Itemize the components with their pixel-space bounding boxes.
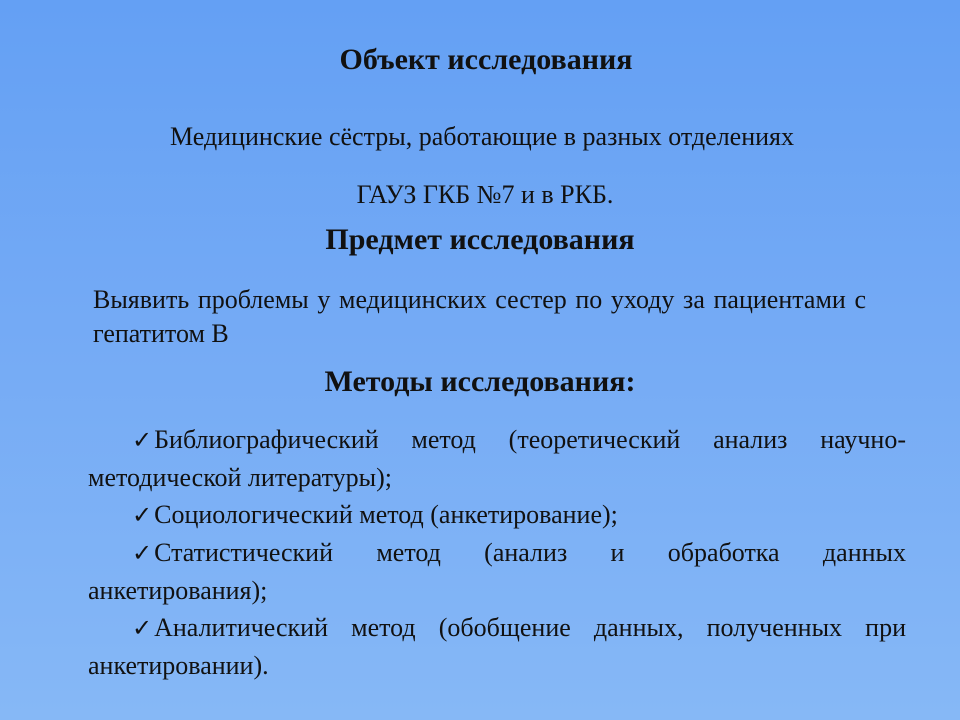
method-item-text: Социологический метод (анкетирование);	[154, 500, 618, 529]
methods-title: Методы исследования:	[324, 365, 636, 398]
checkmark-icon: ✓	[132, 539, 153, 567]
method-item-text: Статистический метод (анализ и обработка данных анкетирования);	[88, 538, 906, 605]
method-item	[88, 421, 906, 496]
object-description: Медицинские сёстры, работающие в разных отделениях	[169, 122, 794, 151]
subject-title: Предмет исследования	[325, 223, 635, 256]
checkmark-icon: ✓	[132, 501, 153, 529]
subject-description: Выявить проблемы у медицинских сестер по уходу за пациентами с гепатитом В	[93, 285, 866, 348]
method-item	[88, 496, 906, 534]
checkmark-icon: ✓	[132, 614, 153, 642]
method-item-text: Аналитический метод (обобщение данных, полученных при анкетировании).	[88, 613, 906, 680]
method-item-text: Библиографический метод (теоретический анализ научно-методической литературы);	[88, 425, 906, 492]
methods-list	[88, 421, 906, 684]
method-item	[88, 609, 906, 684]
object-title: Объект исследования	[339, 43, 633, 76]
object-institution: ГАУЗ ГКБ №7 и в РКБ.	[356, 180, 614, 209]
checkmark-icon: ✓	[132, 426, 153, 454]
method-item	[88, 534, 906, 609]
